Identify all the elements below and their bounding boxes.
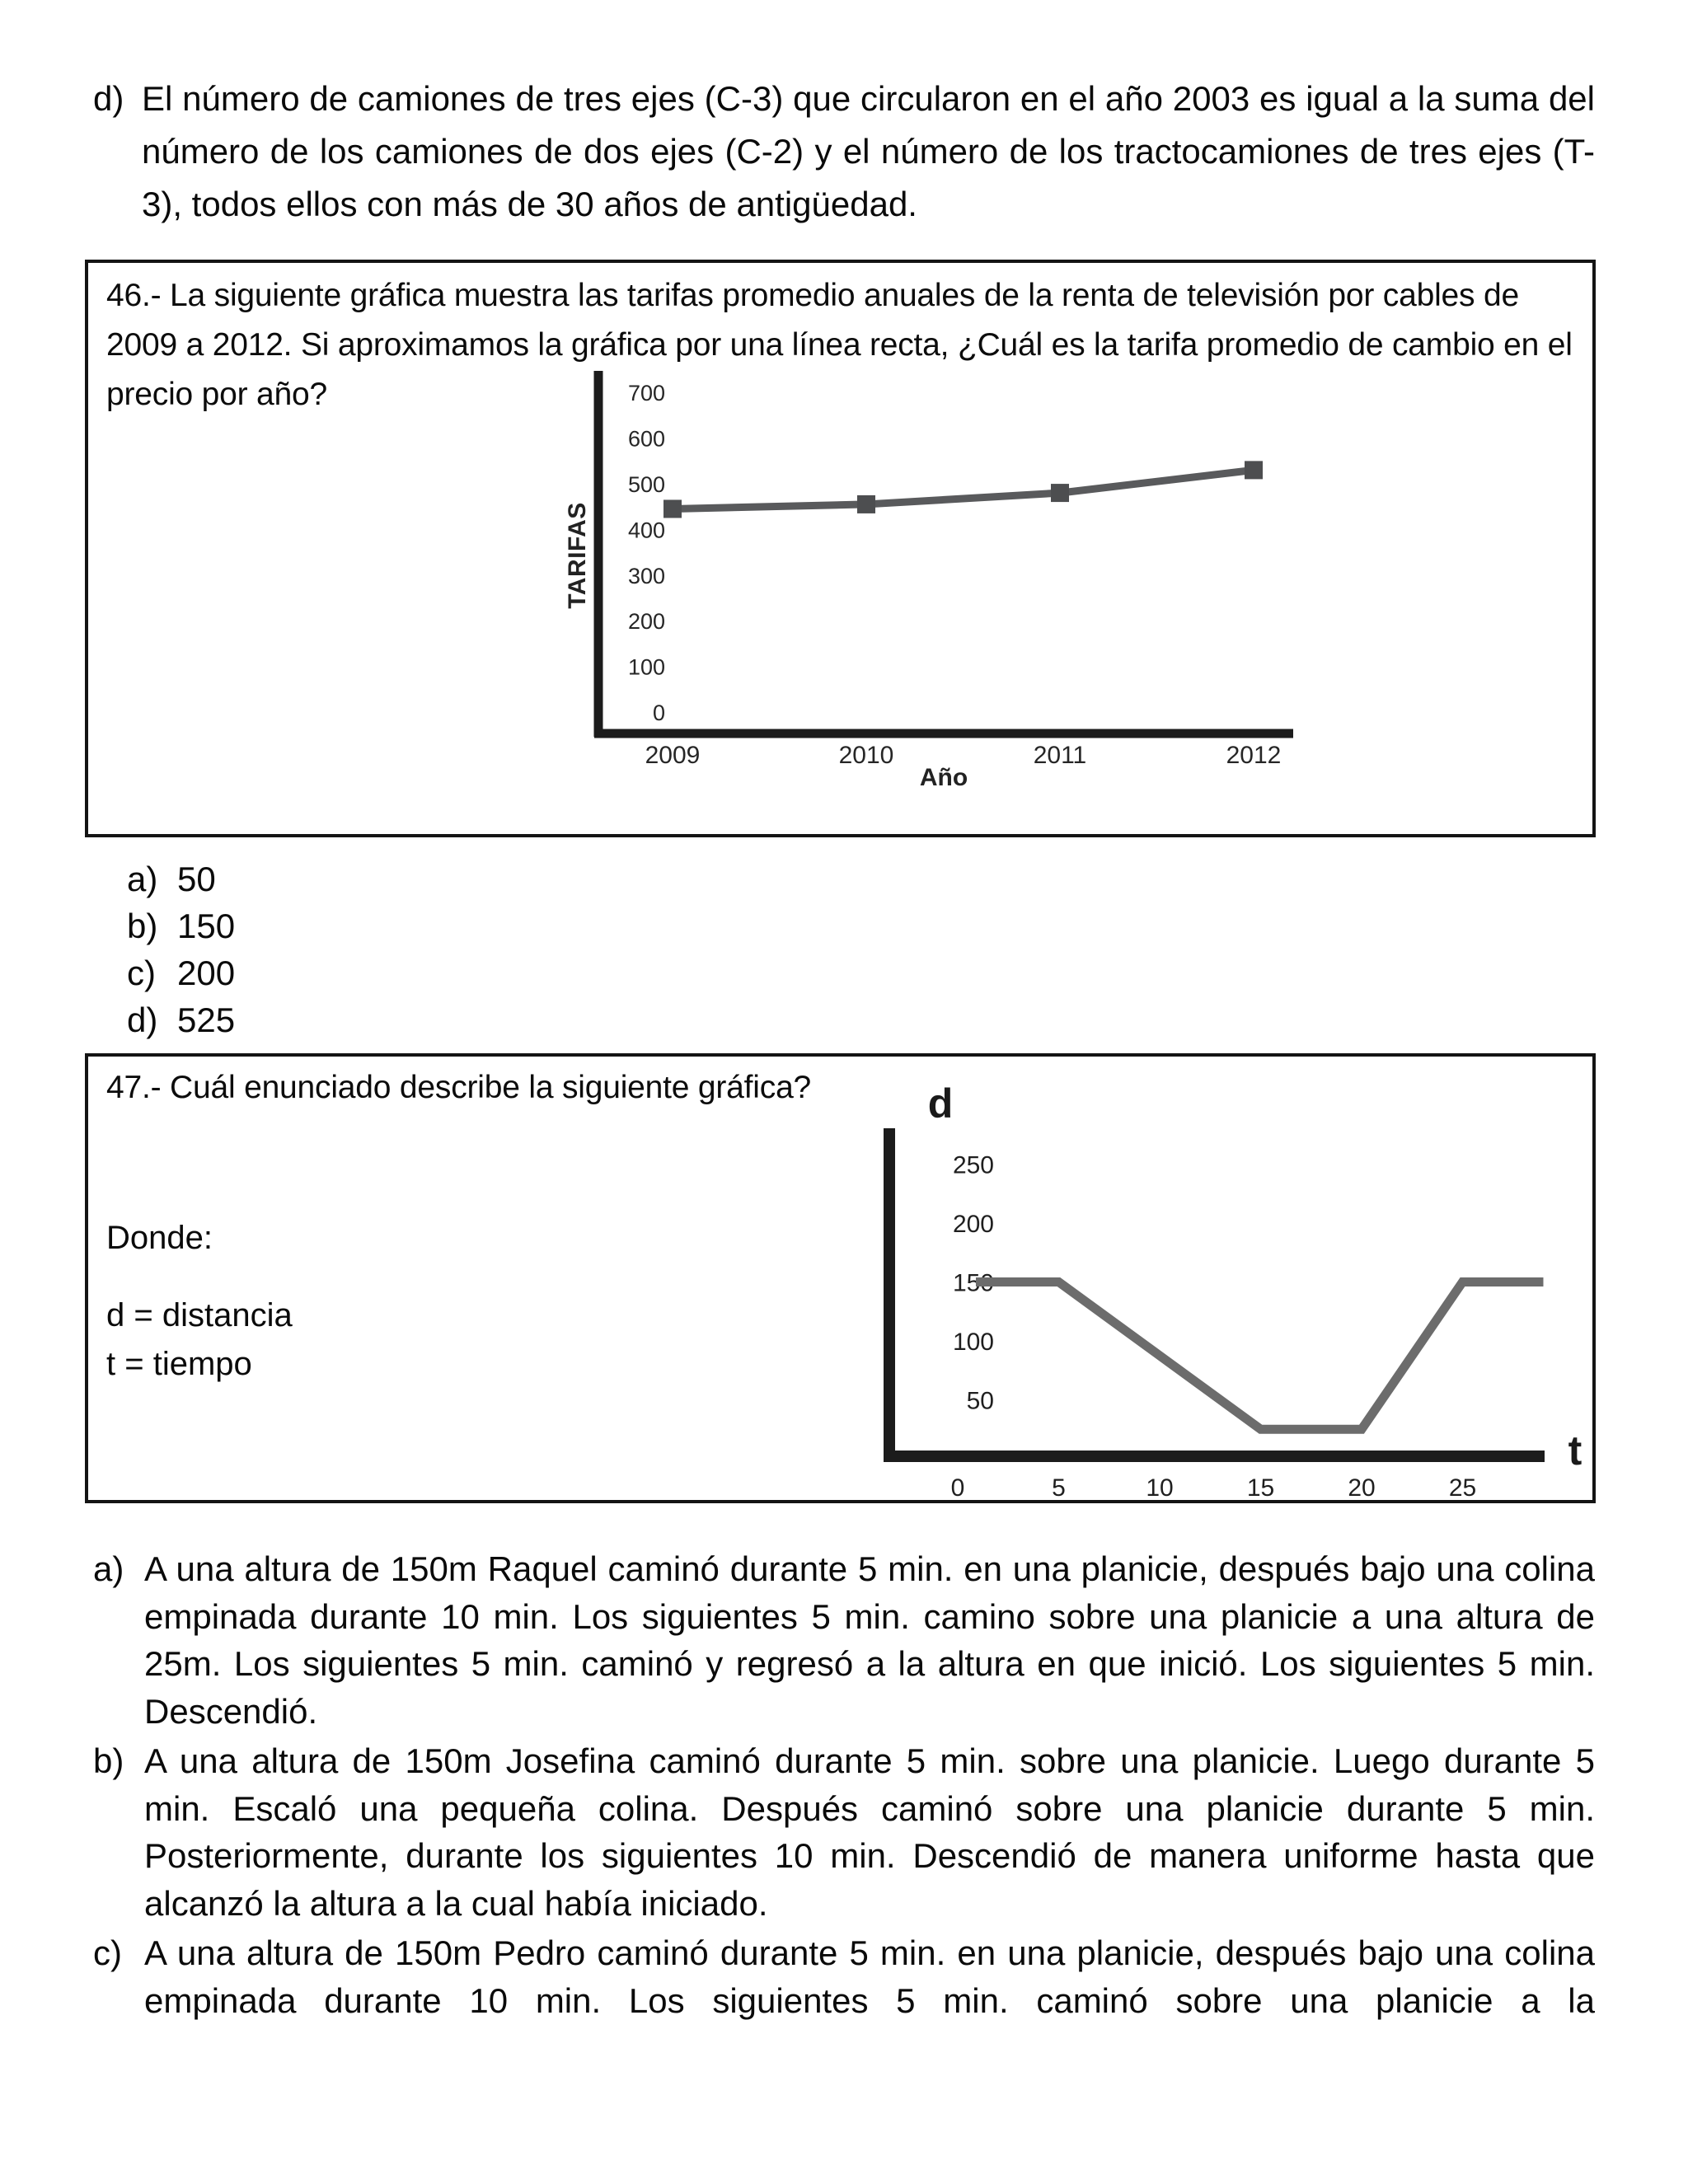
- option-text: A una altura de 150m Josefina caminó durante 5 min. sobre una planicie. Luego durante 5 min. Escaló una pequeña colina. Después caminó sobre una planicie durante 5 min. Posteriormente, durante los siguientes 10 min. Descendió de manera uniforme hasta que alcanzó la altura a la cual había iniciado.: [144, 1741, 1595, 1923]
- question-46-box: [85, 260, 1596, 837]
- data-line: [976, 1282, 1544, 1430]
- option-marker: a): [93, 1549, 124, 1588]
- x-tick-label: 2010: [838, 742, 894, 769]
- question-47-text: 47.- Cuál enunciado describe la siguiente gráfica?: [106, 1070, 812, 1105]
- y-tick-label: 600: [627, 426, 665, 452]
- tarifas-chart-svg: [531, 364, 1372, 813]
- option-b: [93, 1737, 1595, 1927]
- tarifas-line-chart: [531, 364, 1372, 813]
- option-d: [127, 996, 235, 1043]
- x-tick-label: 20: [1348, 1474, 1376, 1502]
- option-marker: c): [127, 954, 156, 992]
- y-axis-title: d: [927, 1080, 954, 1127]
- question-47-box: [85, 1053, 1596, 1503]
- x-tick-label: 0: [950, 1474, 965, 1502]
- y-tick-label: 500: [627, 472, 665, 497]
- x-tick-label: 2011: [1033, 742, 1087, 769]
- x-tick-label: 2012: [1226, 742, 1282, 769]
- y-tick-label: 200: [952, 1211, 994, 1238]
- x-tick-label: 15: [1246, 1474, 1275, 1502]
- x-tick-label: 25: [1448, 1474, 1477, 1502]
- y-tick-label: 100: [627, 654, 665, 680]
- option-text: A una altura de 150m Pedro caminó durante 5 min. en una planicie, después bajo una colina empinada durante 10 min. Los siguientes 5 min. caminó sobre una planicie a la: [144, 1933, 1595, 2020]
- y-tick-label: 400: [627, 518, 665, 543]
- y-tick-label: 200: [627, 609, 665, 635]
- option-marker: b): [127, 907, 158, 945]
- question-46-text: 46.- La siguiente gráfica muestra las tarifas promedio anuales de la renta de televisión por cables de 2009 a 2012. Si aproximamos la gráfica por una línea recta, ¿Cuál es la tarifa promedio de cambio en el precio por año?: [106, 278, 1573, 412]
- option-c: [127, 949, 235, 996]
- y-tick-label: 100: [952, 1329, 994, 1356]
- y-tick-label: 250: [952, 1151, 994, 1179]
- option-text: 50: [177, 860, 216, 898]
- definition-time: t = tiempo: [106, 1346, 252, 1382]
- question-46-options: [127, 855, 235, 1043]
- option-marker: d): [127, 1001, 158, 1039]
- question-47-options: [93, 1545, 1595, 2027]
- option-c: [93, 1929, 1595, 2024]
- y-tick-label: 0: [652, 701, 665, 725]
- x-tick-label: 5: [1052, 1474, 1066, 1502]
- y-axis-title: TARIFAS: [564, 502, 591, 609]
- option-marker: d): [93, 79, 124, 118]
- data-point-marker: [663, 499, 682, 518]
- x-axis-title: Año: [919, 764, 968, 791]
- option-text: 150: [177, 907, 236, 945]
- distance-time-chart-svg: [852, 1061, 1592, 1502]
- y-tick-label: 300: [627, 563, 665, 588]
- option-marker: c): [93, 1933, 122, 1972]
- data-point-marker: [1051, 484, 1069, 502]
- y-tick-label: 700: [627, 381, 665, 406]
- option-text: A una altura de 150m Raquel caminó durante 5 min. en una planicie, después bajo una colina empinada durante 10 min. Los siguientes 5 min. camino sobre una planicie a una altura de 25m. Los siguientes 5 min. caminó y regresó a la altura en que inició. Los siguientes 5 min. Descendió.: [144, 1549, 1595, 1731]
- x-tick-label: 10: [1146, 1474, 1174, 1502]
- definition-distance: d = distancia: [106, 1297, 293, 1333]
- y-tick-label: 150: [952, 1269, 994, 1297]
- option-marker: a): [127, 860, 158, 898]
- option-b: [127, 902, 235, 949]
- option-a: [127, 855, 235, 902]
- data-point-marker: [1245, 461, 1263, 479]
- data-point-marker: [857, 495, 875, 513]
- option-text: 200: [177, 954, 236, 992]
- option-text: El número de camiones de tres ejes (C-3) que circularon en el año 2003 es igual a la suma del número de los camiones de dos ejes (C-2) y el número de los tractocamiones de tres ejes (T-3), todos ellos con más de 30 años de antigüedad.: [142, 79, 1595, 223]
- option-marker: b): [93, 1741, 124, 1780]
- x-axis-title: t: [1568, 1427, 1582, 1474]
- option-a: [93, 1545, 1595, 1735]
- y-tick-label: 50: [966, 1387, 994, 1415]
- distance-time-line-chart: [852, 1061, 1592, 1502]
- data-line: [673, 470, 1254, 509]
- where-label: Donde:: [106, 1220, 213, 1256]
- option-text: 525: [177, 1001, 236, 1039]
- prev-question-option-d: [93, 73, 1595, 231]
- x-tick-label: 2009: [645, 742, 701, 769]
